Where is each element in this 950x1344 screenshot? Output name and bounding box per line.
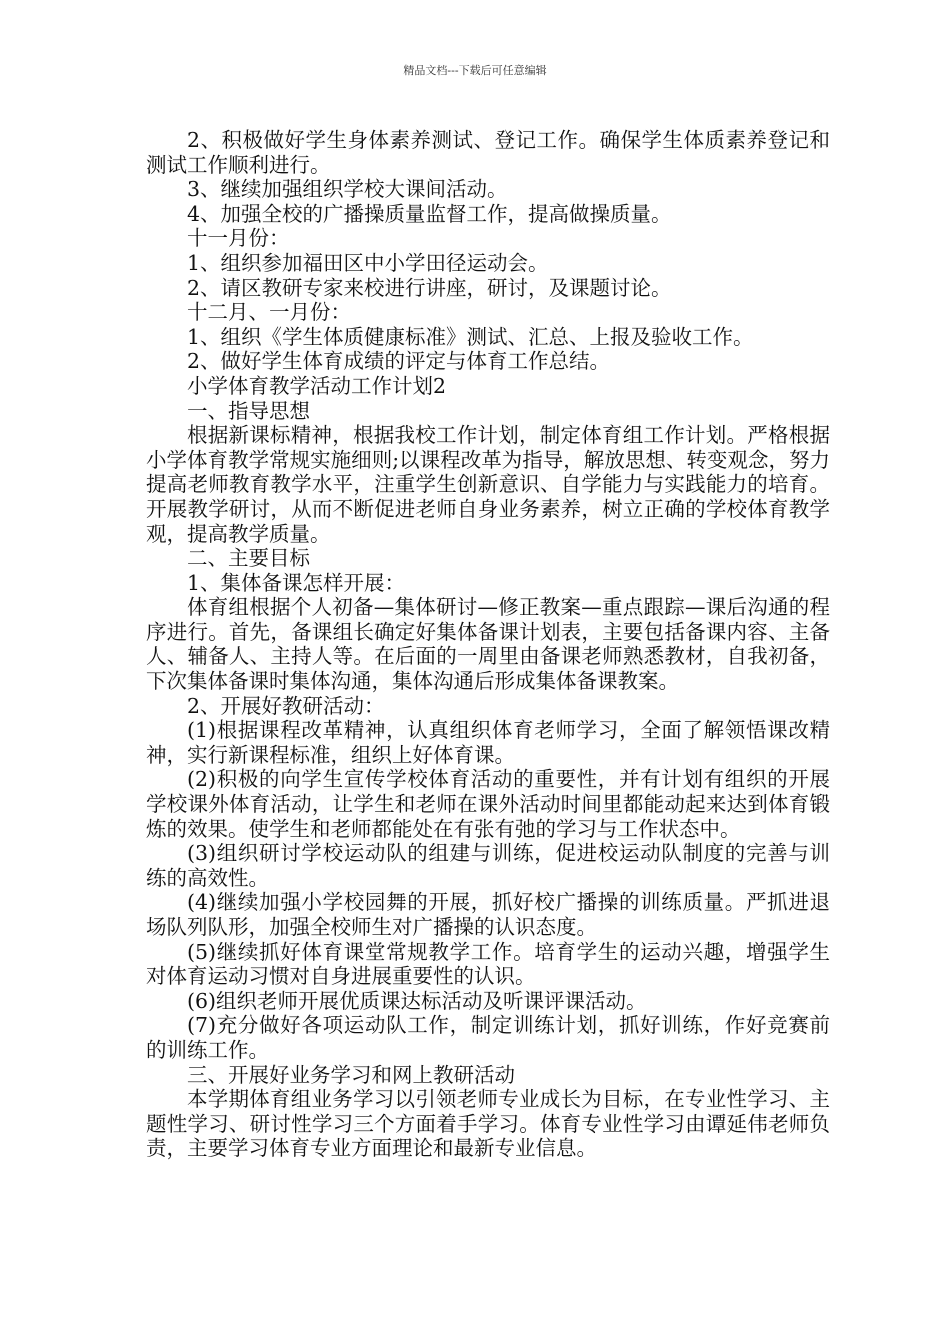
section-heading: 一、指导思想 bbox=[187, 398, 310, 423]
paragraph: 1、组织参加福田区中小学田径运动会。 bbox=[187, 250, 549, 275]
paragraph: 2、请区教研专家来校进行讲座，研讨，及课题讨论。 bbox=[187, 275, 672, 300]
paragraph: 根据新课标精神，根据我校工作计划，制定体育组工作计划。严格根据小学体育教学常规实施细则;以课程改革为指导，解放思想、转变观念，努力提高老师教育教学水平，注重学生创新意识、自学能力与实践能力的培育。开展教学研讨，从而不断促进老师自身业务素养，树立正确的学校体育教学观，提高教学质量。 bbox=[146, 423, 830, 546]
document-title: 小学体育教学活动工作计划2 bbox=[187, 373, 447, 398]
list-item: (3)组织研讨学校运动队的组建与训练，促进校运动队制度的完善与训练的高效性。 bbox=[146, 841, 830, 890]
section-heading: 十一月份： bbox=[187, 226, 290, 251]
paragraph: 2、积极做好学生身体素养测试、登记工作。确保学生体质素养登记和测试工作顺利进行。 bbox=[146, 128, 830, 177]
list-item: (5)继续抓好体育课堂常规教学工作。培育学生的运动兴趣，增强学生对体育运动习惯对自身进展重要性的认识。 bbox=[146, 939, 830, 989]
subsection-heading: 2、开展好教研活动： bbox=[187, 693, 385, 718]
page-header: 精品文档---下载后可任意编辑 bbox=[403, 64, 547, 77]
list-item: (7)充分做好各项运动队工作，制定训练计划，抓好训练，作好竞赛前的训练工作。 bbox=[146, 1013, 830, 1062]
list-item: (1)根据课程改革精神，认真组织体育老师学习，全面了解领悟课改精神，实行新课程标准，组织上好体育课。 bbox=[146, 718, 830, 767]
list-item: (4)继续加强小学校园舞的开展，抓好校广播操的训练质量。严抓进退场队列队形，加强全校师生对广播操的认识态度。 bbox=[146, 890, 830, 939]
list-item: (2)积极的向学生宣传学校体育活动的重要性，并有计划有组织的开展学校课外体育活动，让学生和老师在课外活动时间里都能动起来达到体育锻炼的效果。使学生和老师都能处在有张有弛的学习与工作状态中。 bbox=[146, 767, 830, 841]
section-heading: 二、主要目标 bbox=[187, 546, 310, 571]
section-heading: 三、开展好业务学习和网上教研活动 bbox=[187, 1062, 515, 1087]
paragraph: 3、继续加强组织学校大课间活动。 bbox=[187, 177, 508, 202]
paragraph: 本学期体育组业务学习以引领老师专业成长为目标，在专业性学习、主题性学习、研讨性学习三个方面着手学习。体育专业性学习由谭延伟老师负责，主要学习体育专业方面理论和最新专业信息。 bbox=[146, 1087, 830, 1161]
list-item: (6)组织老师开展优质课达标活动及听课评课活动。 bbox=[187, 988, 647, 1013]
section-heading: 十二月、一月份： bbox=[187, 300, 351, 325]
document-body bbox=[146, 128, 830, 1161]
paragraph: 2、做好学生体育成绩的评定与体育工作总结。 bbox=[187, 349, 611, 374]
paragraph: 1、组织《学生体质健康标准》测试、汇总、上报及验收工作。 bbox=[187, 324, 754, 349]
paragraph: 体育组根据个人初备—集体研讨—修正教案—重点跟踪—课后沟通的程序进行。首先，备课组长确定好集体备课计划表，主要包括备课内容、主备人、辅备人、主持人等。在后面的一周里由备课老师熟悉教材，自我初备，下次集体备课时集体沟通，集体沟通后形成集体备课教案。 bbox=[146, 595, 830, 694]
subsection-heading: 1、集体备课怎样开展： bbox=[187, 570, 406, 595]
paragraph: 4、加强全校的广播操质量监督工作，提高做操质量。 bbox=[187, 201, 672, 226]
